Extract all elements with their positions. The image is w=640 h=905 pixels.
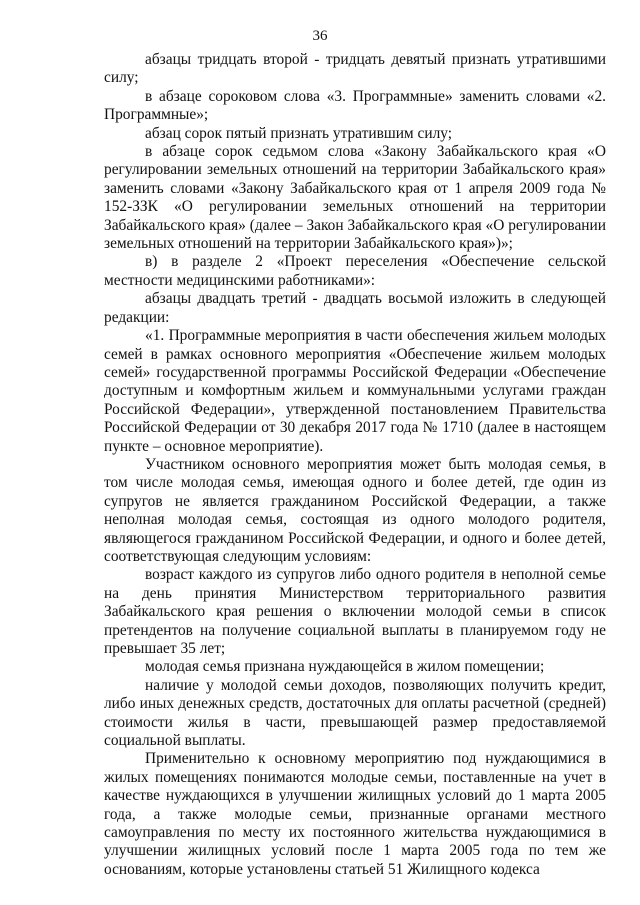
paragraph: в абзаце сорок седьмом слова «Закону Забайкальского края «О регулировании земельных отношений на территории Забайкальского края» заменить словами «Закону Забайкальского края от 1 апреля 2009 года № 152-ЗЗК «О регулировании земельных отношений на территории Забайкальского края» (далее – Закон Забайкальского края «О регулировании земельных отношений на территории Забайкальского края»)»;	[104, 143, 606, 253]
paragraph: возраст каждого из супругов либо одного родителя в неполной семье на день принятия Министерством территориального развития Забайкальского края решения о включении молодой семьи в список претендентов на получение социальной выплаты в планируемом году не превышает 35 лет;	[104, 566, 606, 657]
document-body	[104, 51, 606, 879]
paragraph: абзацы двадцать третий - двадцать восьмой изложить в следующей редакции:	[104, 290, 606, 326]
paragraph: наличие у молодой семьи доходов, позволяющих получить кредит, либо иных денежных средств, достаточных для оплаты расчетной (средней) стоимости жилья в части, превышающей размер предоставляемой социальной выплаты.	[104, 676, 606, 750]
paragraph: абзацы тридцать второй - тридцать девятый признать утратившими силу;	[104, 51, 606, 87]
paragraph: Применительно к основному мероприятию под нуждающимися в жилых помещениях понимаются молодые семьи, поставленные на учет в качестве нуждающихся в улучшении жилищных условий до 1 марта 2005 года, а также молодые семьи, признанные органами местного самоуправления по месту их постоянного жительства нуждающимися в улучшении жилищных условий после 1 марта 2005 года по тем же основаниям, которые установлены статьей 51 Жилищного кодекса	[104, 750, 606, 878]
paragraph: «1. Программные мероприятия в части обеспечения жильем молодых семей в рамках основного мероприятия «Обеспечение жильем молодых семей» государственной программы Российской Федерации «Обеспечение доступным и комфортным жильем и коммунальными услугами граждан Российской Федерации», утвержденной постановлением Правительства Российской Федерации от 30 декабря 2017 года № 1710 (далее в настоящем пункте – основное мероприятие).	[104, 327, 606, 455]
paragraph: в абзаце сороковом слова «3. Программные» заменить словами «2. Программные»;	[104, 87, 606, 124]
paragraph: абзац сорок пятый признать утратившим силу;	[145, 124, 453, 142]
paragraph: в) в разделе 2 «Проект переселения «Обеспечение сельской местности медицинскими работниками»:	[104, 253, 606, 289]
paragraph: молодая семья признана нуждающейся в жилом помещении;	[145, 658, 545, 676]
paragraph: Участником основного мероприятия может быть молодая семья, в том числе молодая семья, имеющая одного и более детей, где один из супругов не является гражданином Российской Федерации, а также неполная молодая семья, состоящая из одного молодого родителя, являющегося гражданином Российской Федерации, и одного и более детей, соответствующая следующим условиям:	[104, 455, 606, 565]
page-number: 36	[312, 28, 328, 44]
